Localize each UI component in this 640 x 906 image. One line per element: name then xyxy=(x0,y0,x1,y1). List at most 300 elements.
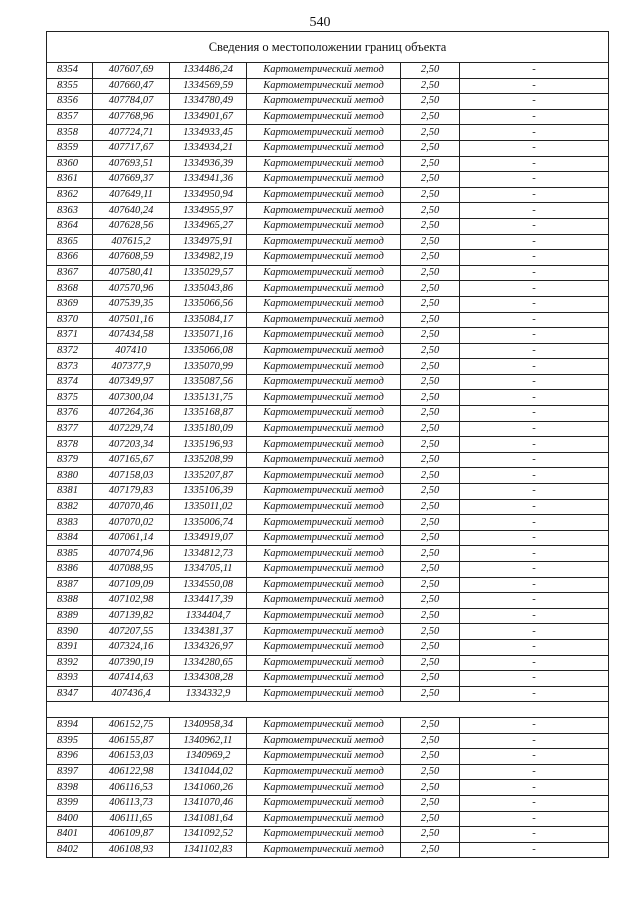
point-number-cell: 8400 xyxy=(47,811,93,827)
table-row xyxy=(47,172,609,188)
y-coordinate-cell: 1340962,11 xyxy=(170,733,247,749)
y-coordinate-cell: 1340969,2 xyxy=(170,749,247,765)
description-cell: - xyxy=(460,717,609,733)
y-coordinate-cell: 1335071,16 xyxy=(170,328,247,344)
y-coordinate-cell: 1334975,91 xyxy=(170,234,247,250)
description-cell: - xyxy=(460,250,609,266)
table-row xyxy=(47,515,609,531)
point-number-cell: 8379 xyxy=(47,452,93,468)
method-cell: Картометрический метод xyxy=(247,125,401,141)
description-cell: - xyxy=(460,281,609,297)
y-coordinate-cell: 1334780,49 xyxy=(170,94,247,110)
point-number-cell: 8367 xyxy=(47,265,93,281)
point-number-cell: 8378 xyxy=(47,437,93,453)
table-row xyxy=(47,125,609,141)
description-cell: - xyxy=(460,608,609,624)
method-cell: Картометрический метод xyxy=(247,63,401,79)
table-row xyxy=(47,374,609,390)
x-coordinate-cell: 407640,24 xyxy=(93,203,170,219)
x-coordinate-cell: 407179,83 xyxy=(93,484,170,500)
method-cell: Картометрический метод xyxy=(247,593,401,609)
x-coordinate-cell: 407501,16 xyxy=(93,312,170,328)
x-coordinate-cell: 407607,69 xyxy=(93,63,170,79)
point-number-cell: 8385 xyxy=(47,546,93,562)
table-body xyxy=(47,32,609,858)
x-coordinate-cell: 407158,03 xyxy=(93,468,170,484)
y-coordinate-cell: 1335180,09 xyxy=(170,421,247,437)
description-cell: - xyxy=(460,421,609,437)
x-coordinate-cell: 407088,95 xyxy=(93,562,170,578)
description-cell: - xyxy=(460,140,609,156)
description-cell: - xyxy=(460,827,609,843)
y-coordinate-cell: 1335087,56 xyxy=(170,374,247,390)
table-row xyxy=(47,795,609,811)
method-cell: Картометрический метод xyxy=(247,530,401,546)
y-coordinate-cell: 1341102,83 xyxy=(170,842,247,858)
description-cell: - xyxy=(460,546,609,562)
description-cell: - xyxy=(460,842,609,858)
y-coordinate-cell: 1334308,28 xyxy=(170,671,247,687)
y-coordinate-cell: 1334965,27 xyxy=(170,218,247,234)
accuracy-cell: 2,50 xyxy=(401,250,460,266)
accuracy-cell: 2,50 xyxy=(401,296,460,312)
x-coordinate-cell: 407102,98 xyxy=(93,593,170,609)
boundary-coordinates-table xyxy=(46,31,609,858)
y-coordinate-cell: 1334417,39 xyxy=(170,593,247,609)
method-cell: Картометрический метод xyxy=(247,312,401,328)
table-row xyxy=(47,608,609,624)
description-cell: - xyxy=(460,624,609,640)
description-cell: - xyxy=(460,94,609,110)
accuracy-cell: 2,50 xyxy=(401,125,460,141)
x-coordinate-cell: 407615,2 xyxy=(93,234,170,250)
table-row xyxy=(47,156,609,172)
table-row xyxy=(47,281,609,297)
point-number-cell: 8397 xyxy=(47,764,93,780)
x-coordinate-cell: 407139,82 xyxy=(93,608,170,624)
table-row xyxy=(47,359,609,375)
y-coordinate-cell: 1335006,74 xyxy=(170,515,247,531)
accuracy-cell: 2,50 xyxy=(401,593,460,609)
point-number-cell: 8391 xyxy=(47,639,93,655)
y-coordinate-cell: 1335066,08 xyxy=(170,343,247,359)
method-cell: Картометрический метод xyxy=(247,172,401,188)
y-coordinate-cell: 1334936,39 xyxy=(170,156,247,172)
table-row xyxy=(47,764,609,780)
accuracy-cell: 2,50 xyxy=(401,795,460,811)
description-cell: - xyxy=(460,468,609,484)
method-cell: Картометрический метод xyxy=(247,655,401,671)
accuracy-cell: 2,50 xyxy=(401,608,460,624)
point-number-cell: 8366 xyxy=(47,250,93,266)
y-coordinate-cell: 1335011,02 xyxy=(170,499,247,515)
point-number-cell: 8389 xyxy=(47,608,93,624)
y-coordinate-cell: 1334569,59 xyxy=(170,78,247,94)
description-cell: - xyxy=(460,374,609,390)
description-cell: - xyxy=(460,78,609,94)
y-coordinate-cell: 1334381,37 xyxy=(170,624,247,640)
y-coordinate-cell: 1335029,57 xyxy=(170,265,247,281)
accuracy-cell: 2,50 xyxy=(401,780,460,796)
point-number-cell: 8387 xyxy=(47,577,93,593)
y-coordinate-cell: 1341044,02 xyxy=(170,764,247,780)
accuracy-cell: 2,50 xyxy=(401,156,460,172)
method-cell: Картометрический метод xyxy=(247,733,401,749)
point-number-cell: 8394 xyxy=(47,717,93,733)
point-number-cell: 8399 xyxy=(47,795,93,811)
table-row xyxy=(47,546,609,562)
description-cell: - xyxy=(460,218,609,234)
y-coordinate-cell: 1341092,52 xyxy=(170,827,247,843)
point-number-cell: 8395 xyxy=(47,733,93,749)
accuracy-cell: 2,50 xyxy=(401,655,460,671)
accuracy-cell: 2,50 xyxy=(401,499,460,515)
accuracy-cell: 2,50 xyxy=(401,671,460,687)
table-row xyxy=(47,686,609,702)
method-cell: Картометрический метод xyxy=(247,296,401,312)
point-number-cell: 8369 xyxy=(47,296,93,312)
x-coordinate-cell: 407070,02 xyxy=(93,515,170,531)
description-cell: - xyxy=(460,452,609,468)
table-row xyxy=(47,218,609,234)
y-coordinate-cell: 1335168,87 xyxy=(170,406,247,422)
method-cell: Картометрический метод xyxy=(247,156,401,172)
x-coordinate-cell: 406109,87 xyxy=(93,827,170,843)
point-number-cell: 8362 xyxy=(47,187,93,203)
y-coordinate-cell: 1334326,97 xyxy=(170,639,247,655)
y-coordinate-cell: 1334486,24 xyxy=(170,63,247,79)
method-cell: Картометрический метод xyxy=(247,94,401,110)
y-coordinate-cell: 1341060,26 xyxy=(170,780,247,796)
y-coordinate-cell: 1335070,99 xyxy=(170,359,247,375)
y-coordinate-cell: 1334934,21 xyxy=(170,140,247,156)
description-cell: - xyxy=(460,639,609,655)
x-coordinate-cell: 407436,4 xyxy=(93,686,170,702)
method-cell: Картометрический метод xyxy=(247,343,401,359)
x-coordinate-cell: 407229,74 xyxy=(93,421,170,437)
x-coordinate-cell: 407264,36 xyxy=(93,406,170,422)
table-row xyxy=(47,655,609,671)
accuracy-cell: 2,50 xyxy=(401,374,460,390)
x-coordinate-cell: 407434,58 xyxy=(93,328,170,344)
table-row xyxy=(47,265,609,281)
method-cell: Картометрический метод xyxy=(247,749,401,765)
description-cell: - xyxy=(460,437,609,453)
point-number-cell: 8365 xyxy=(47,234,93,250)
table-title: Сведения о местоположении границ объекта xyxy=(47,32,609,63)
point-number-cell: 8374 xyxy=(47,374,93,390)
description-cell: - xyxy=(460,530,609,546)
table-row xyxy=(47,187,609,203)
accuracy-cell: 2,50 xyxy=(401,218,460,234)
description-cell: - xyxy=(460,577,609,593)
accuracy-cell: 2,50 xyxy=(401,140,460,156)
y-coordinate-cell: 1340958,34 xyxy=(170,717,247,733)
x-coordinate-cell: 406155,87 xyxy=(93,733,170,749)
description-cell: - xyxy=(460,484,609,500)
accuracy-cell: 2,50 xyxy=(401,312,460,328)
x-coordinate-cell: 406116,53 xyxy=(93,780,170,796)
method-cell: Картометрический метод xyxy=(247,671,401,687)
table-row xyxy=(47,421,609,437)
method-cell: Картометрический метод xyxy=(247,250,401,266)
y-coordinate-cell: 1335106,39 xyxy=(170,484,247,500)
method-cell: Картометрический метод xyxy=(247,234,401,250)
table-row xyxy=(47,234,609,250)
method-cell: Картометрический метод xyxy=(247,624,401,640)
table-row xyxy=(47,733,609,749)
point-number-cell: 8382 xyxy=(47,499,93,515)
accuracy-cell: 2,50 xyxy=(401,717,460,733)
y-coordinate-cell: 1334705,11 xyxy=(170,562,247,578)
x-coordinate-cell: 407539,35 xyxy=(93,296,170,312)
method-cell: Картометрический метод xyxy=(247,562,401,578)
method-cell: Картометрический метод xyxy=(247,421,401,437)
table-row xyxy=(47,390,609,406)
y-coordinate-cell: 1335208,99 xyxy=(170,452,247,468)
accuracy-cell: 2,50 xyxy=(401,577,460,593)
description-cell: - xyxy=(460,686,609,702)
description-cell: - xyxy=(460,125,609,141)
description-cell: - xyxy=(460,764,609,780)
accuracy-cell: 2,50 xyxy=(401,265,460,281)
y-coordinate-cell: 1334812,73 xyxy=(170,546,247,562)
y-coordinate-cell: 1334919,07 xyxy=(170,530,247,546)
table-row xyxy=(47,343,609,359)
table-row xyxy=(47,577,609,593)
y-coordinate-cell: 1334955,97 xyxy=(170,203,247,219)
x-coordinate-cell: 406122,98 xyxy=(93,764,170,780)
y-coordinate-cell: 1334941,36 xyxy=(170,172,247,188)
point-number-cell: 8398 xyxy=(47,780,93,796)
point-number-cell: 8372 xyxy=(47,343,93,359)
method-cell: Картометрический метод xyxy=(247,406,401,422)
group-separator-cell xyxy=(47,702,609,718)
method-cell: Картометрический метод xyxy=(247,374,401,390)
point-number-cell: 8354 xyxy=(47,63,93,79)
point-number-cell: 8376 xyxy=(47,406,93,422)
point-number-cell: 8380 xyxy=(47,468,93,484)
accuracy-cell: 2,50 xyxy=(401,328,460,344)
description-cell: - xyxy=(460,390,609,406)
x-coordinate-cell: 407109,09 xyxy=(93,577,170,593)
description-cell: - xyxy=(460,343,609,359)
table-row xyxy=(47,780,609,796)
description-cell: - xyxy=(460,562,609,578)
x-coordinate-cell: 407377,9 xyxy=(93,359,170,375)
method-cell: Картометрический метод xyxy=(247,187,401,203)
description-cell: - xyxy=(460,749,609,765)
x-coordinate-cell: 407717,67 xyxy=(93,140,170,156)
accuracy-cell: 2,50 xyxy=(401,484,460,500)
y-coordinate-cell: 1341081,64 xyxy=(170,811,247,827)
method-cell: Картометрический метод xyxy=(247,764,401,780)
table-row xyxy=(47,484,609,500)
point-number-cell: 8373 xyxy=(47,359,93,375)
x-coordinate-cell: 407669,37 xyxy=(93,172,170,188)
table-row xyxy=(47,671,609,687)
method-cell: Картометрический метод xyxy=(247,390,401,406)
table-row xyxy=(47,499,609,515)
accuracy-cell: 2,50 xyxy=(401,281,460,297)
method-cell: Картометрический метод xyxy=(247,281,401,297)
x-coordinate-cell: 407165,67 xyxy=(93,452,170,468)
accuracy-cell: 2,50 xyxy=(401,749,460,765)
y-coordinate-cell: 1335131,75 xyxy=(170,390,247,406)
table-row xyxy=(47,468,609,484)
x-coordinate-cell: 407724,71 xyxy=(93,125,170,141)
point-number-cell: 8392 xyxy=(47,655,93,671)
y-coordinate-cell: 1335196,93 xyxy=(170,437,247,453)
x-coordinate-cell: 406152,75 xyxy=(93,717,170,733)
point-number-cell: 8359 xyxy=(47,140,93,156)
accuracy-cell: 2,50 xyxy=(401,203,460,219)
method-cell: Картометрический метод xyxy=(247,717,401,733)
table-row xyxy=(47,452,609,468)
description-cell: - xyxy=(460,312,609,328)
table-row xyxy=(47,312,609,328)
x-coordinate-cell: 407628,56 xyxy=(93,218,170,234)
point-number-cell: 8381 xyxy=(47,484,93,500)
method-cell: Картометрический метод xyxy=(247,140,401,156)
point-number-cell: 8360 xyxy=(47,156,93,172)
point-number-cell: 8363 xyxy=(47,203,93,219)
accuracy-cell: 2,50 xyxy=(401,234,460,250)
x-coordinate-cell: 407410 xyxy=(93,343,170,359)
group-separator-row xyxy=(47,702,609,718)
table-row xyxy=(47,639,609,655)
method-cell: Картометрический метод xyxy=(247,218,401,234)
point-number-cell: 8357 xyxy=(47,109,93,125)
x-coordinate-cell: 407768,96 xyxy=(93,109,170,125)
point-number-cell: 8364 xyxy=(47,218,93,234)
table-row xyxy=(47,593,609,609)
y-coordinate-cell: 1334901,67 xyxy=(170,109,247,125)
table-row xyxy=(47,842,609,858)
accuracy-cell: 2,50 xyxy=(401,562,460,578)
y-coordinate-cell: 1334550,08 xyxy=(170,577,247,593)
x-coordinate-cell: 407203,34 xyxy=(93,437,170,453)
description-cell: - xyxy=(460,265,609,281)
x-coordinate-cell: 407074,96 xyxy=(93,546,170,562)
x-coordinate-cell: 407414,63 xyxy=(93,671,170,687)
accuracy-cell: 2,50 xyxy=(401,94,460,110)
accuracy-cell: 2,50 xyxy=(401,78,460,94)
accuracy-cell: 2,50 xyxy=(401,437,460,453)
table-row xyxy=(47,296,609,312)
x-coordinate-cell: 407324,16 xyxy=(93,639,170,655)
table-row xyxy=(47,749,609,765)
point-number-cell: 8375 xyxy=(47,390,93,406)
point-number-cell: 8371 xyxy=(47,328,93,344)
x-coordinate-cell: 407390,19 xyxy=(93,655,170,671)
accuracy-cell: 2,50 xyxy=(401,63,460,79)
accuracy-cell: 2,50 xyxy=(401,421,460,437)
description-cell: - xyxy=(460,780,609,796)
method-cell: Картометрический метод xyxy=(247,639,401,655)
description-cell: - xyxy=(460,63,609,79)
point-number-cell: 8358 xyxy=(47,125,93,141)
y-coordinate-cell: 1335207,87 xyxy=(170,468,247,484)
table-row xyxy=(47,811,609,827)
table-title-row xyxy=(47,32,609,63)
method-cell: Картометрический метод xyxy=(247,608,401,624)
description-cell: - xyxy=(460,234,609,250)
point-number-cell: 8386 xyxy=(47,562,93,578)
description-cell: - xyxy=(460,187,609,203)
description-cell: - xyxy=(460,655,609,671)
accuracy-cell: 2,50 xyxy=(401,187,460,203)
x-coordinate-cell: 407660,47 xyxy=(93,78,170,94)
x-coordinate-cell: 407580,41 xyxy=(93,265,170,281)
method-cell: Картометрический метод xyxy=(247,109,401,125)
method-cell: Картометрический метод xyxy=(247,515,401,531)
point-number-cell: 8347 xyxy=(47,686,93,702)
table-row xyxy=(47,328,609,344)
method-cell: Картометрический метод xyxy=(247,265,401,281)
description-cell: - xyxy=(460,156,609,172)
point-number-cell: 8370 xyxy=(47,312,93,328)
accuracy-cell: 2,50 xyxy=(401,686,460,702)
table-row xyxy=(47,78,609,94)
point-number-cell: 8355 xyxy=(47,78,93,94)
y-coordinate-cell: 1334933,45 xyxy=(170,125,247,141)
x-coordinate-cell: 407070,46 xyxy=(93,499,170,515)
accuracy-cell: 2,50 xyxy=(401,827,460,843)
point-number-cell: 8383 xyxy=(47,515,93,531)
point-number-cell: 8402 xyxy=(47,842,93,858)
description-cell: - xyxy=(460,203,609,219)
table-row xyxy=(47,717,609,733)
method-cell: Картометрический метод xyxy=(247,577,401,593)
accuracy-cell: 2,50 xyxy=(401,109,460,125)
accuracy-cell: 2,50 xyxy=(401,172,460,188)
method-cell: Картометрический метод xyxy=(247,499,401,515)
description-cell: - xyxy=(460,499,609,515)
table-row xyxy=(47,109,609,125)
method-cell: Картометрический метод xyxy=(247,795,401,811)
method-cell: Картометрический метод xyxy=(247,328,401,344)
table-row xyxy=(47,63,609,79)
table-row xyxy=(47,94,609,110)
table-row xyxy=(47,624,609,640)
method-cell: Картометрический метод xyxy=(247,437,401,453)
table-row xyxy=(47,140,609,156)
x-coordinate-cell: 407570,96 xyxy=(93,281,170,297)
table-row xyxy=(47,437,609,453)
table-row xyxy=(47,406,609,422)
table-row xyxy=(47,530,609,546)
method-cell: Картометрический метод xyxy=(247,827,401,843)
x-coordinate-cell: 407207,55 xyxy=(93,624,170,640)
y-coordinate-cell: 1334950,94 xyxy=(170,187,247,203)
x-coordinate-cell: 407608,59 xyxy=(93,250,170,266)
description-cell: - xyxy=(460,515,609,531)
x-coordinate-cell: 407784,07 xyxy=(93,94,170,110)
point-number-cell: 8396 xyxy=(47,749,93,765)
table-row xyxy=(47,827,609,843)
y-coordinate-cell: 1341070,46 xyxy=(170,795,247,811)
method-cell: Картометрический метод xyxy=(247,468,401,484)
description-cell: - xyxy=(460,733,609,749)
point-number-cell: 8393 xyxy=(47,671,93,687)
accuracy-cell: 2,50 xyxy=(401,811,460,827)
method-cell: Картометрический метод xyxy=(247,780,401,796)
point-number-cell: 8401 xyxy=(47,827,93,843)
x-coordinate-cell: 406111,65 xyxy=(93,811,170,827)
x-coordinate-cell: 406153,03 xyxy=(93,749,170,765)
accuracy-cell: 2,50 xyxy=(401,639,460,655)
